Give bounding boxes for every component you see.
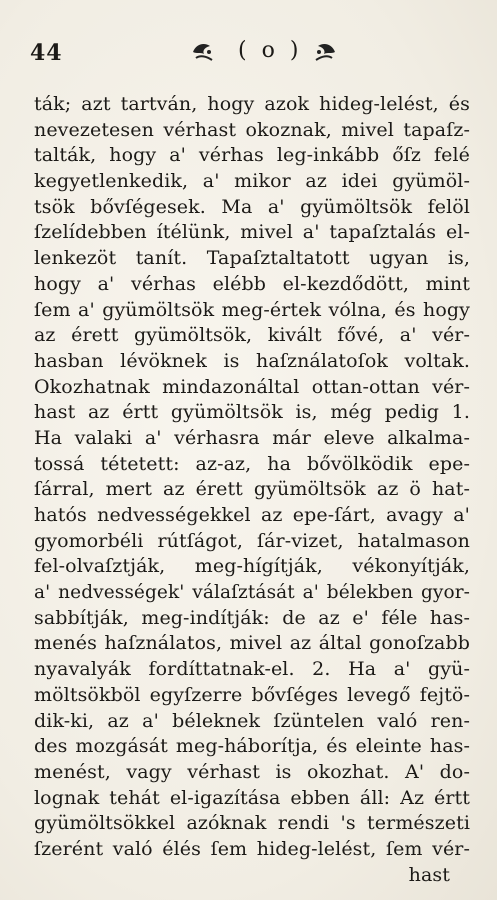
text-line: tossá tétetett: az-az, ha bővölködik epe- (34, 452, 470, 475)
body-text (34, 92, 470, 888)
text-line: hasban lévöknek is haſználatoſok voltak. (34, 349, 470, 372)
text-line: talták, hogy a' vérhas leg-inkább őſz felé (34, 144, 470, 167)
text-line: ſzelídebben ítélünk, mivel a' tapaſztalás el- (34, 221, 470, 244)
text-line: nyavalyák fordíttatnak-el. 2. Ha a' gyü- (34, 658, 470, 681)
text-line: ták; azt tartván, hogy azok hideg-lelést, és (34, 93, 470, 115)
ornament-right-icon (312, 38, 338, 64)
text-line: nevezetesen vérhast okoznak, mivel tapaſz- (34, 118, 470, 141)
text-line: ſzerént való élés ſem hideg-lelést, ſem vér- (34, 837, 470, 860)
text-line: gyomorbéli rútſágot, ſár-vizet, hatalmason (34, 529, 470, 552)
text-line: gyümöltsökkel azóknak rendi 's természeti (34, 812, 470, 835)
text-line: menést, vagy vérhast is okozhat. A' do- (34, 760, 470, 783)
text-line: ſárral, mert az érett gyümöltsök az ö hat- (34, 478, 470, 501)
text-line: ſem a' gyümöltsök meg-értek vólna, és hogy (34, 298, 470, 321)
text-line: Okozhatnak mindazonáltal ottan-ottan vér- (34, 375, 470, 398)
text-line: a' nedvességek' válaſztását a' bélekben gyor- (34, 582, 470, 604)
text-line: hogy a' vérhas elébb el-kezdődött, mint (34, 272, 470, 295)
text-line: lenkezöt tanít. Tapaſztaltatott ugyan is, (34, 247, 470, 270)
text-line: Ha valaki a' vérhasra már eleve alkalma- (34, 426, 470, 449)
text-line: lognak tehát el-igazítása ebben áll: Az értt (34, 786, 470, 809)
text-line: az érett gyümöltsök, kivált fővé, a' vér- (34, 324, 470, 347)
text-line: kegyetlenkedik, a' mikor az idei gyümöl- (34, 170, 470, 193)
header-center-mark: ( o ) (238, 38, 303, 63)
text-line: sabbítják, meg-indítják: de az e' féle has- (34, 606, 470, 629)
ornament-left-icon (190, 38, 216, 64)
text-line: möltsökböl egyſzerre bővſéges levegő fejtö- (34, 683, 470, 706)
catchword: hast (408, 863, 450, 886)
page-header (30, 38, 470, 72)
text-line: dik-ki, az a' béleknek ſzüntelen való ren- (34, 709, 470, 732)
text-line: des mozgását meg-háborítja, és eleinte has- (34, 735, 470, 758)
text-line: fel-olvaſztják, meg-hígítják, vékonyítják, (34, 555, 470, 578)
page-number: 44 (30, 40, 63, 66)
text-line: hast az értt gyümöltsök is, még pedig 1. (34, 401, 470, 424)
text-line: tsök bővſégesek. Ma a' gyümöltsök felöl (34, 195, 470, 218)
text-line: hatós nedvességekkel az epe-ſárt, avagy a' (34, 504, 470, 526)
text-line: menés haſználatos, mivel az által gonoſzabb (34, 632, 470, 655)
